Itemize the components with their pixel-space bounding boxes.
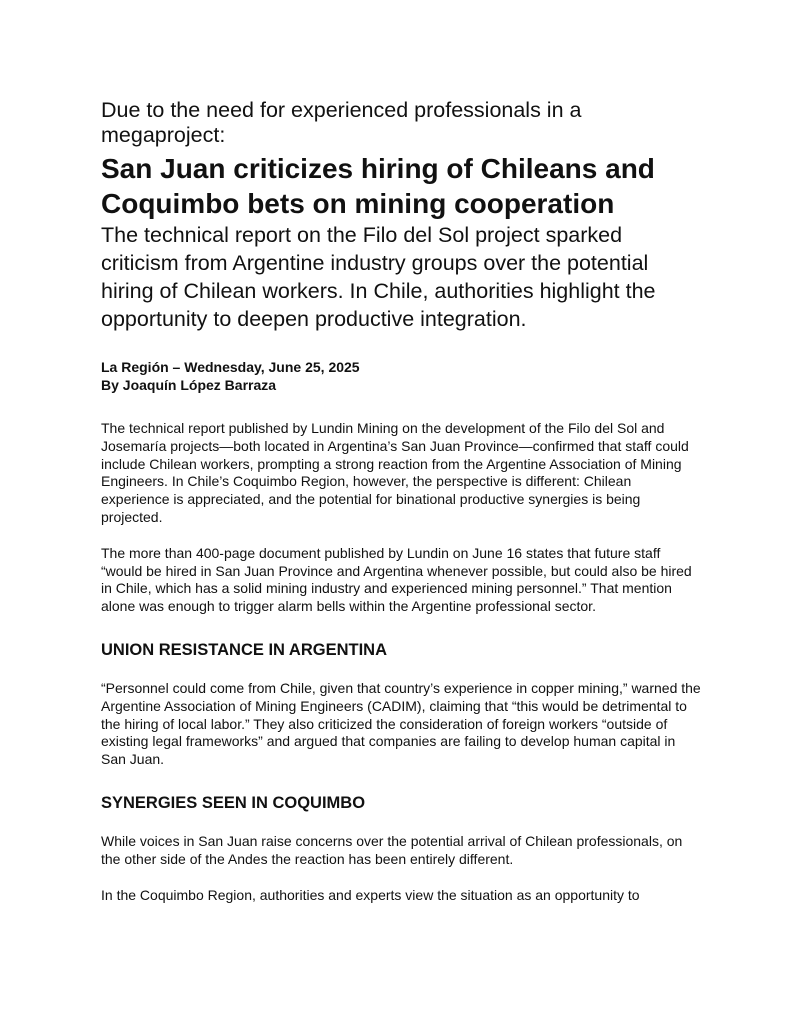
article [101,98,701,904]
article-byline: By Joaquín López Barraza [101,377,277,393]
article-kicker: Due to the need for experienced professionals in a megaproject: [101,98,582,147]
article-headline: San Juan criticizes hiring of Chileans and Coquimbo bets on mining cooperation [101,153,655,219]
body-paragraph: While voices in San Juan raise concerns over the potential arrival of Chilean professionals, on the other side of the Andes the reaction has been entirely different. [101,832,683,867]
section-heading-union-resistance: UNION RESISTANCE IN ARGENTINA [101,640,388,659]
body-paragraph: The more than 400-page document published by Lundin on June 16 states that future staff “would be hired in San Juan Province and Argentina whenever possible, but could also be hired in Chile, which has a solid mining industry and experienced mining personnel.” That mention alone was enough to trigger alarm bells within the Argentine professional sector. [101,544,692,615]
body-paragraph: “Personnel could come from Chile, given that country’s experience in copper mining,” warned the Argentine Association of Mining Engineers (CADIM), claiming that “this would be detrimental to the hiring of local labor.” They also criticized the consideration of foreign workers “outside of existing legal frameworks” and argued that companies are failing to develop human capital in San Juan. [101,679,701,768]
body-paragraph: The technical report published by Lundin Mining on the development of the Filo del Sol and Josemaría projects—both located in Argentina’s San Juan Province—confirmed that staff could include Chilean workers, prompting a strong reaction from the Argentine Association of Mining Engineers. In Chile’s Coquimbo Region, however, the perspective is different: Chilean experience is appreciated, and the potential for binational productive synergies is being projected. [101,420,689,525]
section-heading-synergies: SYNERGIES SEEN IN COQUIMBO [101,793,366,812]
article-dek: The technical report on the Filo del Sol project sparked criticism from Argentine industry groups over the potential hiring of Chilean workers. In Chile, authorities highlight the opportunity to deepen productive integration. [101,223,656,331]
article-meta [101,358,701,394]
body-paragraph: In the Coquimbo Region, authorities and experts view the situation as an opportunity to [101,886,640,903]
article-dateline: La Región – Wednesday, June 25, 2025 [101,359,360,375]
